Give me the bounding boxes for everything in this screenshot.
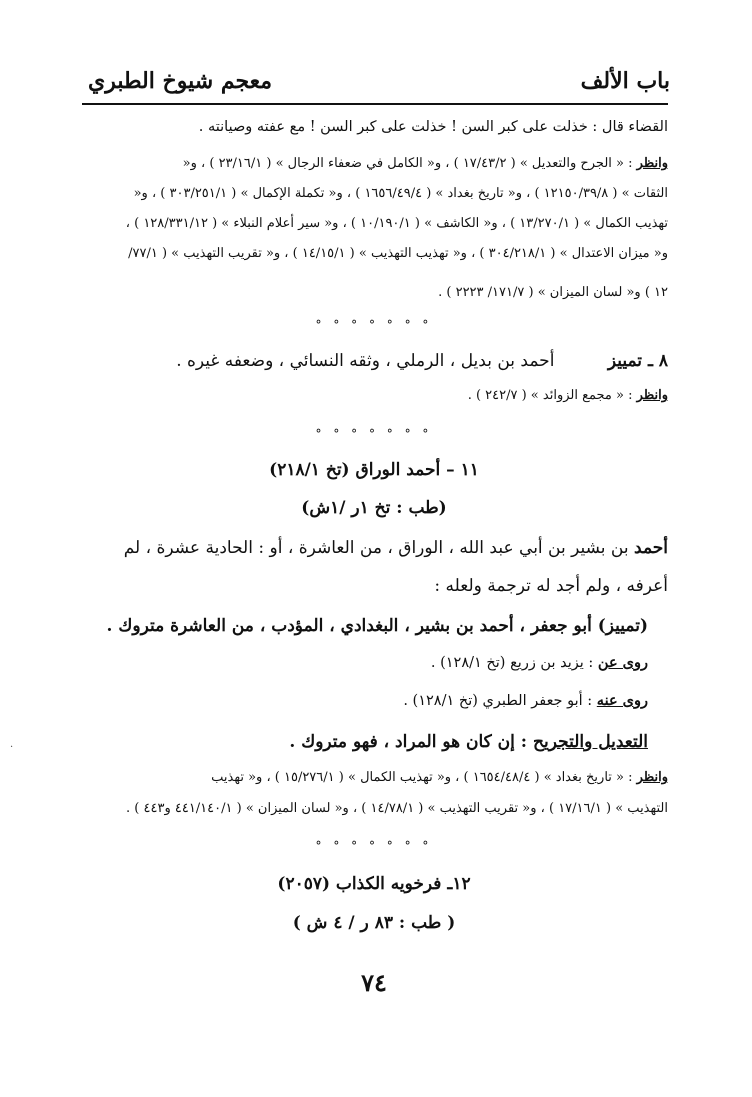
narrated-by-text: : أبو جعفر الطبري (تخ ١٢٨/١) . — [403, 693, 593, 709]
separator: ° ° ° ° ° ° ° — [315, 839, 433, 853]
refs-label: وانظر — [636, 156, 668, 171]
refs-line: ١٢ ) و« لسان الميزان » ( ١٧١/٧/ ٢٢٢٣ ) . — [438, 285, 668, 300]
grading-line — [80, 731, 648, 753]
refs-line: الثقات » ( ١٢١٥٠/٣٩/٨ ) ، و« تاريخ بغداد » ( ١٦٥٦/٤٩/٤ ) ، و« تكملة الإكمال » ( ٣٠٣/٢٥١/١ ) ، و« — [133, 186, 668, 201]
narrated-by-label: روى عنه — [596, 692, 648, 709]
tamyiz-label: ٨ ـ تمييز — [607, 351, 668, 371]
refs-text: : « الجرح والتعديل » ( ١٧/٤٣/٢ ) ، و« الكامل في ضعفاء الرجال » ( ٢٣/١٦/١ ) ، و« — [182, 156, 633, 171]
grading-text: : إن كان هو المراد ، فهو متروك . — [289, 732, 528, 752]
text-line: القضاء قال : خذلت على كبر السن ! خذلت على كبر السن ! مع عفته وصيانته . — [198, 119, 668, 135]
separator: ° ° ° ° ° ° ° — [315, 427, 433, 441]
refs-line: و« ميزان الاعتدال » ( ٣٠٤/٢١٨/١ ) ، و« تهذيب التهذيب » ( ١٤/١٥/١ ) ، و« تقريب التهذيب » ( ٧٧/١/ — [128, 246, 668, 261]
page-number: ٧٤ — [361, 968, 387, 997]
narrated-from-label: روى عن — [597, 654, 648, 671]
tamyiz-line — [80, 350, 668, 372]
tamyiz-text: أحمد بن بديل ، الرملي ، وثقه النسائي ، وضعفه غيره . — [176, 351, 555, 371]
refs-text: : « تاريخ بغداد » ( ١٦٥٤/٤٨/٤ ) ، و« تهذيب الكمال » ( ١٥/٢٧٦/١ ) ، و« تهذيب — [211, 770, 633, 785]
section-title: باب الألف — [580, 68, 670, 94]
entry-name: أحمد — [634, 538, 668, 558]
margin-mark: · — [10, 742, 14, 753]
body-line — [80, 537, 668, 559]
narrated-from-line — [80, 654, 648, 673]
refs-text: : « مجمع الزوائد » ( ٢٤٢/٧ ) . — [467, 388, 633, 403]
separator: ° ° ° ° ° ° ° — [315, 318, 433, 332]
entry-source: ( طب : ٨٣ ر / ٤ ش ) — [292, 913, 456, 933]
entry-title: ١٢ـ فرخويه الكذاب (٢٠٥٧) — [277, 874, 471, 894]
refs-label: وانظر — [636, 388, 668, 403]
refs-line — [80, 388, 668, 405]
grading-label: التعديل والتجريح — [533, 732, 648, 752]
header-rule — [82, 103, 668, 105]
entry-source: (طب : تخ ١ر /١ش) — [301, 498, 447, 518]
refs-line: التهذيب » ( ١٧/١٦/١ ) ، و« تقريب التهذيب » ( ١٤/٧٨/١ ) ، و« لسان الميزان » ( ٤٤١/١٤٠/١ و٤٤٣ ) . — [126, 801, 668, 816]
refs-line — [80, 770, 668, 787]
refs-line — [80, 156, 668, 173]
body-text: بن بشير بن أبي عبد الله ، الوراق ، من العاشرة ، أو : الحادية عشرة ، لم — [123, 538, 629, 558]
tamyiz-line: (تمييز) أبو جعفر ، أحمد بن بشير ، البغدادي ، المؤدب ، من العاشرة متروك . — [106, 616, 648, 636]
entry-title: ١١ – أحمد الوراق (تخ ٢١٨/١) — [269, 460, 479, 480]
body-line: أعرفه ، ولم أجد له ترجمة ولعله : — [434, 576, 668, 596]
refs-label: وانظر — [636, 770, 668, 785]
narrated-by-line — [80, 692, 648, 711]
refs-line: تهذيب الكمال » ( ١٣/٢٧٠/١ ) ، و« الكاشف » ( ١٠/١٩٠/١ ) ، و« سير أعلام النبلاء » ( ١٢٨/٣٣١/١٢ ) ، — [125, 216, 668, 231]
narrated-from-text: : يزيد بن زريع (تخ ١٢٨/١) . — [430, 655, 594, 671]
book-title: معجم شيوخ الطبري — [88, 68, 273, 94]
